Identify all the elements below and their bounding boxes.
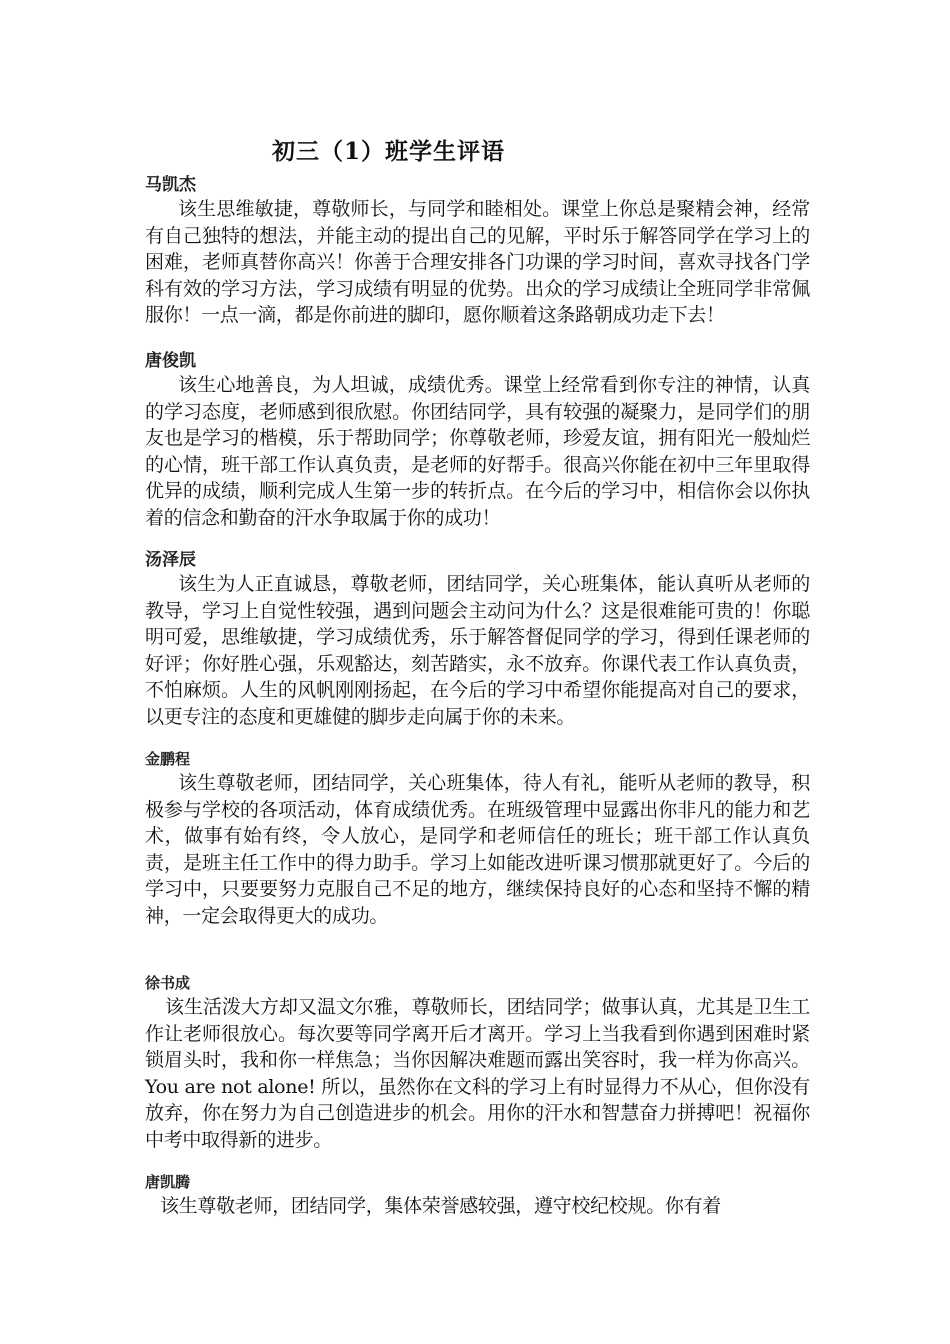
student-comment: 该生为人正直诚恳，尊敬老师，团结同学，关心班集体，能认真听从老师的教导，学习上自觉性较强，遇到问题会主动问为什么？这是很难能可贵的！你聪明可爱，思维敏捷，学习成绩优秀，乐于解答督促同学的学习，得到任课老师的好评；你好胜心强，乐观豁达，刻苦踏实，永不放弃。你课代表工作认真负责，不怕麻烦。人生的风帆刚刚扬起，在今后的学习中希望你能提高对自己的要求，以更专注的态度和更雄健的脚步走向属于你的未来。	[145, 573, 810, 728]
student-entry	[145, 972, 810, 1154]
student-entry	[145, 174, 810, 329]
student-entry	[145, 549, 810, 731]
student-entry	[145, 1171, 810, 1220]
student-name: 唐凯腾	[145, 1173, 191, 1191]
student-comment: 该生心地善良，为人坦诚，成绩优秀。课堂上经常看到你专注的神情，认真的学习态度，老师感到很欣慰。你团结同学，具有较强的凝聚力，是同学们的朋友也是学习的楷模，乐于帮助同学；你尊敬老师，珍爱友谊，拥有阳光一般灿烂的心情，班干部工作认真负责，是老师的好帮手。很高兴你能在初中三年里取得优异的成绩，顺利完成人生第一步的转折点。在今后的学习中，相信你会以你执着的信念和勤奋的汗水争取属于你的成功！	[145, 374, 810, 529]
student-comment: 该生尊敬老师，团结同学，关心班集体，待人有礼，能听从老师的教导，积极参与学校的各项活动，体育成绩优秀。在班级管理中显露出你非凡的能力和艺术，做事有始有终，令人放心，是同学和老师信任的班长；班干部工作认真负责，是班主任工作中的得力助手。学习上如能改进听课习惯那就更好了。今后的学习中，只要要努力克服自己不足的地方，继续保持良好的心态和坚持不懈的精神，一定会取得更大的成功。	[145, 772, 810, 927]
student-name: 金鹏程	[145, 750, 191, 768]
student-comment: 该生尊敬老师，团结同学，集体荣誉感较强，遵守校纪校规。你有着	[160, 1195, 722, 1217]
student-name: 马凯杰	[145, 175, 196, 195]
document-title: 初三（1）班学生评语	[272, 138, 506, 165]
student-name: 唐俊凯	[145, 351, 196, 371]
student-comment: 该生思维敏捷，尊敬师长，与同学和睦相处。课堂上你总是聚精会神，经常有自己独特的想法，并能主动的提出自己的见解，平时乐于解答同学在学习上的困难，老师真替你高兴！你善于合理安排各门功课的学习时间，喜欢寻找各门学科有效的学习方法，学习成绩有明显的优势。出众的学习成绩让全班同学非常佩服你！一点一滴，都是你前进的脚印，愿你顺着这条路朝成功走下去！	[145, 198, 810, 327]
student-entry	[145, 748, 810, 930]
student-entry	[145, 350, 810, 532]
student-name: 徐书成	[145, 974, 191, 992]
student-name: 汤泽辰	[145, 550, 196, 570]
student-comment: 该生活泼大方却又温文尔雅，尊敬师长，团结同学；做事认真，尤其是卫生工作让老师很放心。每次要等同学离开后才离开。学习上当我看到你遇到困难时紧锁眉头时，我和你一样焦急；当你因解决难题而露出笑容时，我一样为你高兴。You are not alone! 所以，虽然你在文科的学习上有时显得力不从心，但你没有放弃，你在努力为自己创造进步的机会。用你的汗水和智慧奋力拼搏吧！祝福你中考中取得新的进步。	[145, 996, 810, 1151]
